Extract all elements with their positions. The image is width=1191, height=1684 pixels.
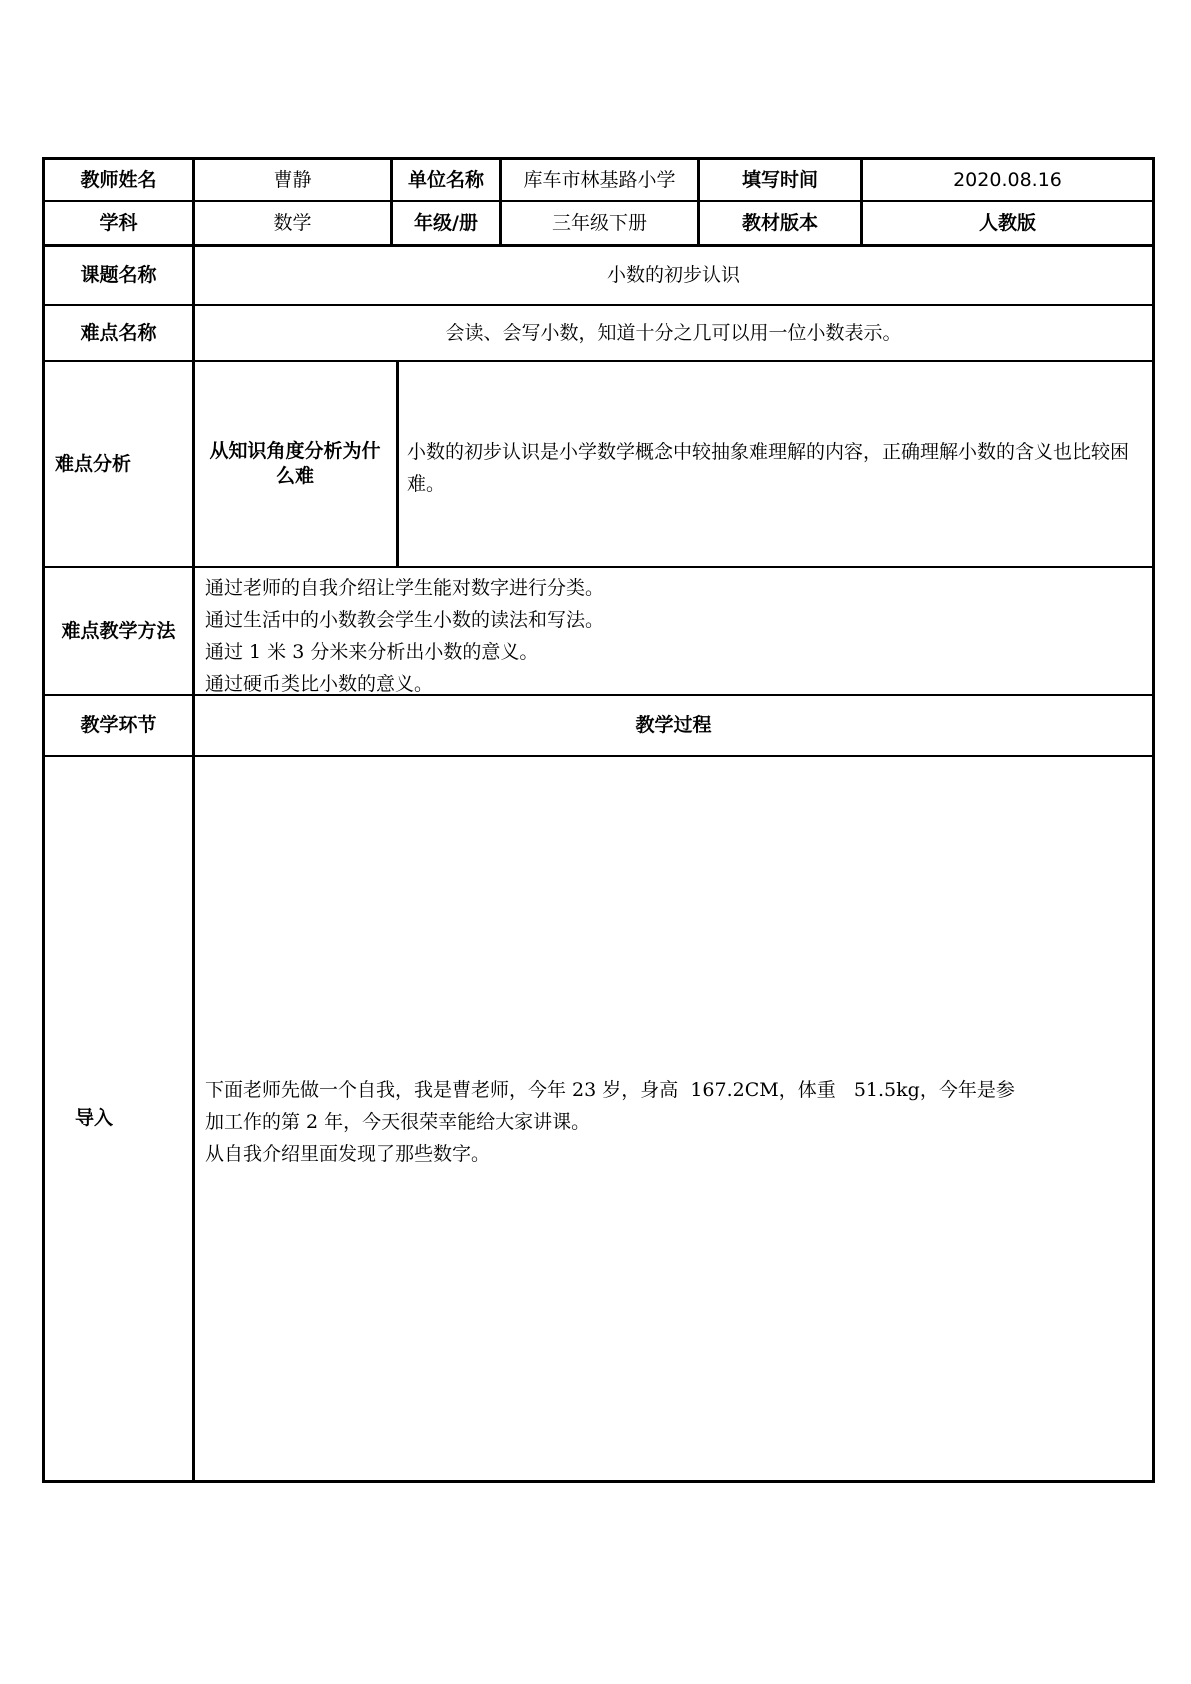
topic-value: 小数的初步认识 (606, 264, 740, 287)
method-label: 难点教学方法 (61, 619, 176, 642)
analysis-text: 小数的初步认识是小学数学概念中较抽象难理解的内容，正确理解小数的含义也比较困难。 (407, 441, 1130, 495)
process-header-label: 教学过程 (635, 714, 712, 737)
intro-line: 加工作的第 2 年，今天很荣幸能给大家讲课。 (205, 1111, 591, 1133)
difficulty-label: 难点名称 (80, 321, 157, 344)
edition-value: 人教版 (978, 211, 1036, 234)
column-divider (396, 360, 399, 568)
intro-label: 导入 (75, 1107, 114, 1130)
unit-name-label: 单位名称 (407, 168, 484, 191)
table-border-right (1152, 157, 1155, 1483)
difficulty-value: 会读、会写小数，知道十分之几可以用一位小数表示。 (445, 321, 902, 344)
fill-date-value: 2020.08.16 (953, 168, 1062, 191)
row-divider (42, 566, 1155, 568)
intro-line: 从自我介绍里面发现了那些数字。 (205, 1143, 491, 1165)
fill-date-label: 填写时间 (741, 168, 818, 191)
method-lines (205, 572, 1145, 700)
analysis-sub-label: 从知识角度分析为什么难 (209, 440, 381, 487)
topic-label: 课题名称 (80, 264, 157, 287)
teacher-name-label: 教师姓名 (80, 168, 157, 191)
grade-value: 三年级下册 (551, 211, 647, 234)
subject-label: 学科 (99, 211, 138, 234)
stage-header-label: 教学环节 (80, 714, 157, 737)
method-line: 通过老师的自我介绍让学生能对数字进行分类。 (205, 577, 605, 599)
edition-label: 教材版本 (741, 211, 818, 234)
teacher-name-value: 曹静 (273, 168, 312, 191)
method-line: 通过 1 米 3 分米来分析出小数的意义。 (205, 641, 539, 663)
intro-lines (205, 1074, 1150, 1170)
subject-value: 数学 (273, 211, 312, 234)
table-border-bottom (42, 1480, 1155, 1483)
method-line: 通过硬币类比小数的意义。 (205, 673, 434, 695)
analysis-label: 难点分析 (55, 452, 132, 475)
intro-line: 下面老师先做一个自我，我是曹老师，今年 23 岁，身高 167.2CM，体重 51.5kg，今年是参 (205, 1079, 1015, 1101)
unit-name-value: 库车市林基路小学 (523, 168, 676, 191)
grade-label: 年级/册 (414, 211, 478, 234)
row-divider (42, 755, 1155, 757)
method-line: 通过生活中的小数教会学生小数的读法和写法。 (205, 609, 605, 631)
